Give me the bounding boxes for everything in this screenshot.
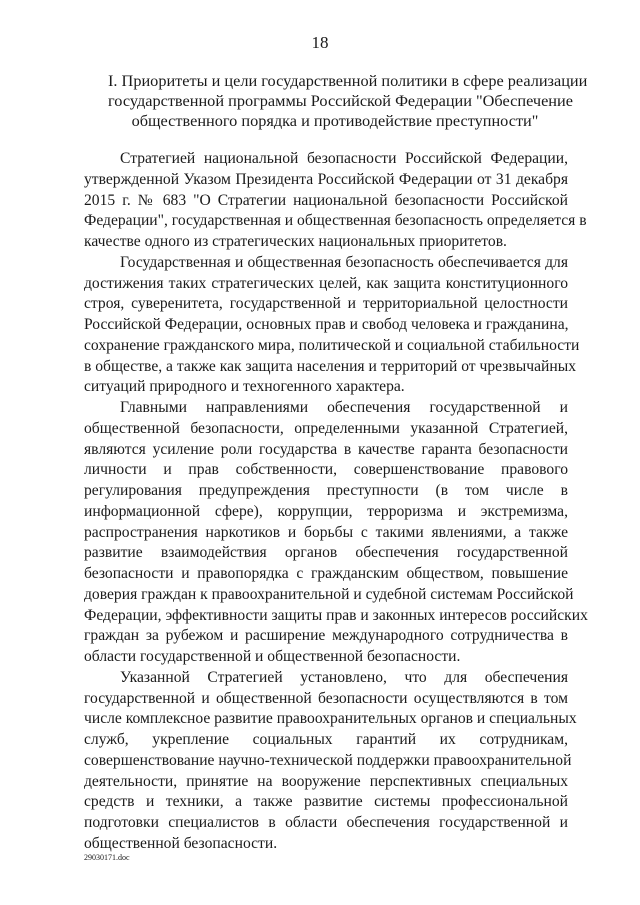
text-line: служб, укрепление социальных гарантий их сотрудникам, [84,731,568,748]
text-line: государственной и общественной безопасности осуществляются в том [84,689,568,707]
text-line: деятельности, принятие на вооружение перспективных специальных [84,772,568,790]
text-line: Федерации, эффективности защиты прав и законных интересов российских [84,606,588,624]
text-line: безопасности и правопорядка с гражданским обществом, повышение [84,565,568,582]
text-line: общественной безопасности. [84,834,278,852]
text-line: сохранение гражданского мира, политической и социальной стабильности [84,336,580,354]
section-heading-line: государственной программы Российской Федерации "Обеспечение [108,91,573,111]
text-line: совершенствование научно-технической поддержки правоохранительной [84,751,572,769]
text-line: Федерации", государственная и общественная безопасность определяется в [84,212,587,230]
text-line: являются усиление роли государства в качестве гаранта безопасности [84,440,568,458]
paragraph [84,149,587,253]
section-heading [108,71,588,132]
text-line: личности и прав собственности, совершенствование правового [84,461,568,479]
text-line: Главными направлениями обеспечения государственной и [120,399,568,416]
text-line: подготовки специалистов в области обеспечения государственной и [84,814,568,831]
text-line: строя, суверенитета, государственной и территориальной целостности [84,295,568,313]
file-name-footer: 29030171.doc [84,853,130,862]
paragraph [84,668,577,855]
text-line: Государственная и общественная безопасность обеспечивается для [120,253,568,271]
body-text [84,149,588,855]
text-line: распространения наркотиков и борьбы с такими явлениями, а также [84,523,568,541]
text-line: утвержденной Указом Президента Российской Федерации от 31 декабря [84,170,568,188]
text-line: Указанной Стратегией установлено, что для обеспечения [120,668,568,686]
text-line: развитие взаимодействия органов обеспечения государственной [84,544,568,562]
paragraph [84,253,580,398]
text-line: области государственной и общественной безопасности. [84,648,461,665]
text-line: ситуаций природного и техногенного характера. [84,378,405,396]
text-line: средств и техники, а также развитие системы профессиональной [84,793,568,811]
text-line: общественной безопасности, определенными указанной Стратегией, [84,419,568,437]
text-line: 2015 г. № 683 "О Стратегии национальной безопасности Российской [84,191,568,209]
text-line: регулирования предупреждения преступности (в том числе в [84,482,568,499]
text-line: достижения таких стратегических целей, как защита конституционного [84,274,568,292]
text-line: Российской Федерации, основных прав и свобод человека и гражданина, [84,316,569,333]
section-heading-line: I. Приоритеты и цели государственной политики в сфере реализации [108,71,588,90]
text-line: доверия граждан к правоохранительной и судебной системам Российской [84,585,574,603]
text-line: качестве одного из стратегических национальных приоритетов. [84,233,507,250]
text-line: информационной сфере), коррупции, терроризма и экстремизма, [84,502,568,520]
section-heading-line: общественного порядка и противодействие преступности" [131,111,539,131]
paragraph [84,398,588,668]
text-line: граждан за рубежом и расширение международного сотрудничества в [84,627,568,645]
text-line: в обществе, а также как защита населения и территорий от чрезвычайных [84,357,576,375]
text-line: Стратегией национальной безопасности Российской Федерации, [120,150,568,167]
text-line: числе комплексное развитие правоохранительных органов и специальных [84,710,577,728]
page-number: 18 [311,33,329,52]
